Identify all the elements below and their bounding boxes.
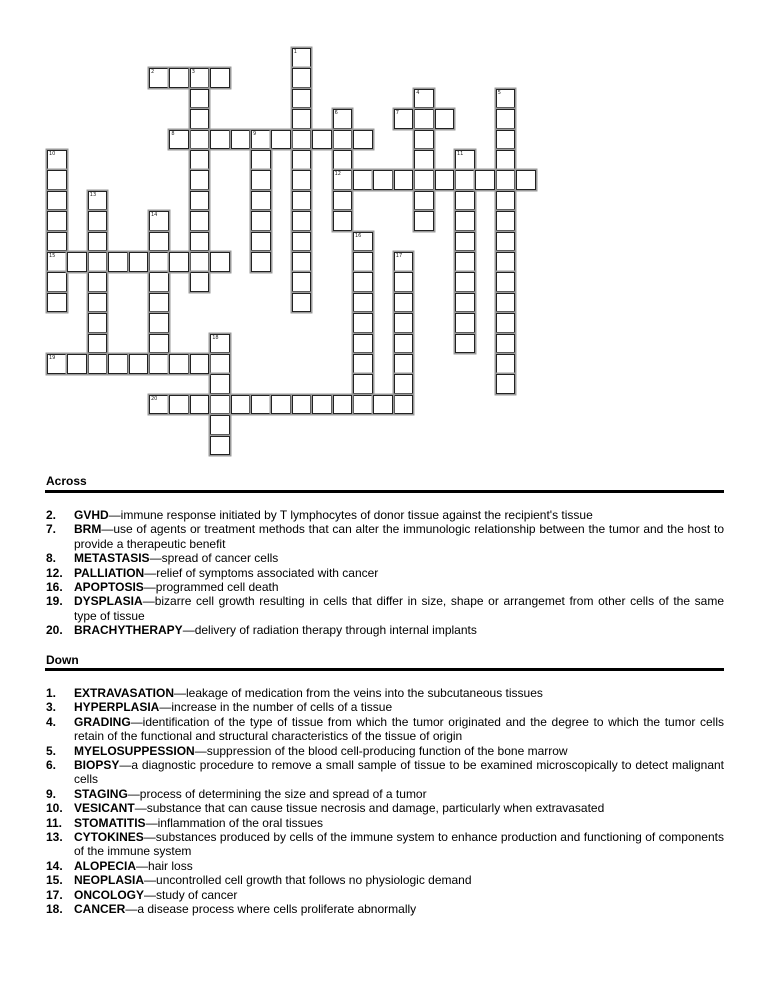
- grid-cell: [496, 109, 516, 129]
- grid-cell: [292, 252, 312, 272]
- clue-answer: METASTASIS: [74, 551, 150, 566]
- clue-definition: bizarre cell growth resulting in cells that differ in size, shape or arrangemet from other cells of the same type of tissue: [74, 594, 724, 623]
- grid-cell: [149, 293, 169, 313]
- grid-cell: [251, 232, 271, 252]
- grid-cell: [149, 68, 169, 88]
- grid-cell: [149, 211, 169, 231]
- grid-cell: [455, 191, 475, 211]
- across-clues: [46, 508, 724, 638]
- grid-cell: [353, 354, 373, 374]
- clue-item: 5. MYELOSUPPESSION—suppression of the blood cell-producing function of the bone marrow: [46, 743, 568, 758]
- grid-cell: [251, 170, 271, 190]
- grid-cell: [149, 313, 169, 333]
- grid-cell: [190, 89, 210, 109]
- grid-cell: [516, 170, 536, 190]
- grid-cell: [414, 109, 434, 129]
- grid-cell: [414, 170, 434, 190]
- grid-cell: [271, 130, 291, 150]
- cell-number: 11: [457, 151, 464, 157]
- clue-answer: ONCOLOGY: [74, 887, 145, 902]
- grid-cell: [292, 395, 312, 415]
- grid-cell: [353, 293, 373, 313]
- grid-cell: [149, 395, 169, 415]
- grid-cell: [231, 395, 251, 415]
- grid-cell: [108, 354, 128, 374]
- grid-cell: [190, 191, 210, 211]
- clue-item: 9. STAGING—process of determining the size and spread of a tumor: [46, 786, 427, 801]
- clue-answer: EXTRAVASATION: [74, 686, 175, 700]
- clue-item: 13. CYTOKINES—substances produced by cells of the immune system to enhance production and functioning of components of the immune system: [46, 830, 724, 859]
- clue-item: 17. ONCOLOGY—study of cancer: [46, 887, 238, 902]
- grid-cell: [149, 354, 169, 374]
- grid-cell: [88, 232, 108, 252]
- grid-cell: [455, 272, 475, 292]
- grid-cell: [231, 130, 251, 150]
- grid-cell: [88, 272, 108, 292]
- grid-cell: [333, 109, 353, 129]
- grid-cell: [496, 334, 516, 354]
- clue-item: 4. GRADING—identification of the type of tissue from which the tumor originated and the degree to which the tumor cells retain of the functional and structural characteristics of the tissue of origin: [46, 714, 724, 744]
- clue-definition: increase in the number of cells of a tissue: [171, 700, 393, 715]
- cell-number: 14: [151, 212, 158, 219]
- grid-cell: [496, 89, 516, 109]
- clue-definition: substances produced by cells of the immune system to enhance production and functioning of components of the immune system: [74, 830, 724, 859]
- grid-cell: [496, 272, 516, 292]
- grid-cell: [210, 395, 230, 415]
- clue-number: 10.: [46, 801, 63, 816]
- clue-definition: hair loss: [148, 858, 193, 873]
- grid-cell: [455, 170, 475, 190]
- cell-number: 2: [151, 69, 155, 76]
- grid-cell: [353, 170, 373, 190]
- grid-cell: [190, 109, 210, 129]
- grid-cell: [251, 211, 271, 231]
- grid-cell: [190, 395, 210, 415]
- clue-item: 1. EXTRAVASATION—leakage of medication from the veins into the subcutaneous tissues: [46, 686, 543, 700]
- grid-cell: [67, 354, 87, 374]
- grid-cell: [394, 374, 414, 394]
- down-heading: Down: [46, 653, 79, 667]
- grid-cell: [129, 252, 149, 272]
- grid-cell: [169, 252, 189, 272]
- grid-cell: [88, 334, 108, 354]
- clue-number: 19.: [46, 594, 63, 609]
- grid-cell: [47, 293, 67, 313]
- grid-cell: [312, 130, 332, 150]
- clue-definition: spread of cancer cells: [161, 551, 279, 566]
- grid-cell: [333, 170, 353, 190]
- cell-number: 10: [49, 151, 56, 157]
- grid-cell: [251, 252, 271, 272]
- grid-cell: [394, 334, 414, 354]
- clue-number: 20.: [46, 623, 63, 638]
- grid-cell: [47, 354, 67, 374]
- clue-answer: VESICANT: [74, 801, 135, 816]
- clue-item: 8. METASTASIS—spread of cancer cells: [46, 551, 279, 566]
- clue-definition: process of determining the size and spread of a tumor: [139, 786, 427, 801]
- grid-cell: [455, 211, 475, 231]
- clue-answer: BRM: [74, 522, 102, 537]
- grid-cell: [190, 354, 210, 374]
- clue-definition: substance that can cause tissue necrosis and damage, particularly when extravasated: [146, 801, 605, 816]
- clue-item: 18. CANCER—a disease process where cells proliferate abnormally: [46, 902, 417, 917]
- cell-number: 12: [334, 171, 341, 178]
- grid-cell: [496, 232, 516, 252]
- clue-number: 5.: [46, 743, 57, 758]
- grid-cell: [333, 191, 353, 211]
- clue-definition: inflammation of the oral tissues: [157, 815, 323, 830]
- grid-cell: [435, 109, 455, 129]
- grid-cell: [210, 415, 230, 435]
- clue-number: 8.: [46, 551, 57, 566]
- clue-answer: BRACHYTHERAPY: [74, 623, 183, 638]
- across-divider: [45, 490, 724, 493]
- grid-cell: [435, 170, 455, 190]
- clue-definition: use of agents or treatment methods that can alter the immunologic relationship between the tumor and the host to provide a therapeutic benefit: [74, 522, 724, 551]
- grid-cell: [88, 191, 108, 211]
- grid-cell: [333, 150, 353, 170]
- clue-item: 11. STOMATITIS—inflammation of the oral tissues: [46, 815, 323, 830]
- grid-cell: [353, 395, 373, 415]
- grid-cell: [169, 395, 189, 415]
- grid-cell: [190, 170, 210, 190]
- grid-cell: [455, 334, 475, 354]
- clue-answer: GVHD: [74, 508, 109, 522]
- clue-definition: uncontrolled cell growth that follows no physiologic demand: [156, 873, 472, 888]
- grid-cell: [394, 109, 414, 129]
- grid-cell: [353, 272, 373, 292]
- cell-number: 16: [355, 232, 362, 239]
- grid-cell: [496, 211, 516, 231]
- cell-number: 5: [497, 89, 501, 96]
- grid-cell: [373, 395, 393, 415]
- cell-number: 19: [49, 355, 56, 361]
- grid-cell: [353, 334, 373, 354]
- grid-cell: [190, 150, 210, 170]
- clue-answer: DYSPLASIA: [74, 594, 143, 609]
- clue-number: 1.: [46, 686, 57, 700]
- clue-answer: ALOPECIA: [74, 858, 137, 873]
- clue-answer: PALLIATION: [74, 565, 145, 580]
- clue-answer: NEOPLASIA: [74, 873, 145, 888]
- grid-cell: [496, 374, 516, 394]
- grid-cell: [210, 354, 230, 374]
- grid-cell: [210, 252, 230, 272]
- across-heading: Across: [46, 474, 87, 488]
- grid-cell: [333, 211, 353, 231]
- clue-definition: a diagnostic procedure to remove a small sample of tissue to be examined microscopically to detect malignant cells: [74, 758, 724, 787]
- grid-cell: [190, 252, 210, 272]
- grid-cell: [47, 232, 67, 252]
- grid-cell: [292, 89, 312, 109]
- grid-cell: [496, 130, 516, 150]
- grid-cell: [292, 109, 312, 129]
- clue-item: 2. GVHD—immune response initiated by T lymphocytes of donor tissue against the recipient's tissue: [46, 508, 593, 522]
- grid-cell: [496, 170, 516, 190]
- grid-cell: [47, 252, 67, 272]
- clue-item: 7. BRM—use of agents or treatment methods that can alter the immunologic relationship between the tumor and the host to provide a therapeutic benefit: [46, 522, 724, 551]
- grid-cell: [496, 191, 516, 211]
- grid-cell: [353, 252, 373, 272]
- clue-answer: STOMATITIS: [74, 815, 146, 830]
- cell-number: 4: [416, 89, 420, 96]
- grid-cell: [88, 211, 108, 231]
- grid-cell: [455, 313, 475, 333]
- cell-number: 1: [293, 49, 297, 55]
- clue-number: 11.: [46, 815, 63, 830]
- clue-answer: CYTOKINES: [74, 830, 144, 845]
- grid-cell: [149, 232, 169, 252]
- grid-cell: [169, 354, 189, 374]
- cell-number: 7: [395, 110, 399, 117]
- grid-cell: [292, 170, 312, 190]
- grid-cell: [333, 130, 353, 150]
- clue-number: 6.: [46, 758, 57, 773]
- clue-number: 17.: [46, 887, 63, 902]
- grid-cell: [496, 313, 516, 333]
- clue-item: 12. PALLIATION—relief of symptoms associated with cancer: [46, 565, 379, 580]
- grid-cell: [394, 313, 414, 333]
- grid-cell: [190, 232, 210, 252]
- grid-cell: [47, 211, 67, 231]
- grid-cell: [414, 191, 434, 211]
- grid-cell: [455, 232, 475, 252]
- grid-cell: [394, 395, 414, 415]
- clue-definition: identification of the type of tissue from which the tumor originated and the degree to which the tumor cells retain of the functional and structural characteristics of the tissue of origin: [74, 714, 724, 744]
- grid-cell: [414, 89, 434, 109]
- clue-number: 12.: [46, 565, 63, 580]
- clue-answer: CANCER: [74, 902, 126, 917]
- grid-cell: [455, 293, 475, 313]
- grid-cell: [210, 130, 230, 150]
- grid-cell: [47, 150, 67, 170]
- clue-number: 13.: [46, 830, 63, 845]
- grid-cell: [190, 211, 210, 231]
- grid-cell: [149, 252, 169, 272]
- grid-cell: [292, 191, 312, 211]
- clue-item: 10. VESICANT—substance that can cause tissue necrosis and damage, particularly when extravasated: [46, 801, 605, 816]
- grid-cell: [251, 191, 271, 211]
- grid-cell: [394, 252, 414, 272]
- grid-cell: [455, 150, 475, 170]
- cell-number: 18: [212, 334, 219, 341]
- grid-cell: [353, 232, 373, 252]
- grid-cell: [88, 354, 108, 374]
- grid-cell: [414, 211, 434, 231]
- grid-cell: [47, 272, 67, 292]
- cell-number: 20: [151, 395, 158, 402]
- clue-number: 9.: [46, 786, 57, 801]
- grid-cell: [47, 170, 67, 190]
- clue-item: 3. HYPERPLASIA—increase in the number of cells of a tissue: [46, 700, 393, 715]
- clue-number: 2.: [46, 508, 57, 522]
- grid-cell: [129, 354, 149, 374]
- clue-item: 19. DYSPLASIA—bizarre cell growth resulting in cells that differ in size, shape or arrangemet from other cells of the same type of tissue: [46, 594, 724, 623]
- grid-cell: [251, 395, 271, 415]
- grid-cell: [88, 313, 108, 333]
- clue-definition: programmed cell death: [155, 580, 279, 595]
- clue-item: 6. BIOPSY—a diagnostic procedure to remove a small sample of tissue to be examined microscopically to detect malignant cells: [46, 758, 724, 787]
- grid-cell: [496, 354, 516, 374]
- grid-cell: [210, 436, 230, 456]
- grid-cell: [210, 334, 230, 354]
- grid-cell: [251, 150, 271, 170]
- grid-cell: [394, 272, 414, 292]
- clue-item: 14. ALOPECIA—hair loss: [46, 858, 193, 873]
- grid-cell: [190, 130, 210, 150]
- clue-definition: delivery of radiation therapy through internal implants: [194, 623, 477, 638]
- grid-cell: [190, 68, 210, 88]
- clue-answer: MYELOSUPPESSION: [74, 743, 195, 758]
- cell-number: 17: [395, 253, 403, 259]
- grid-cell: [496, 150, 516, 170]
- cell-number: 13: [89, 191, 97, 198]
- grid-cell: [394, 293, 414, 313]
- cell-number: 9: [253, 130, 257, 137]
- cell-number: 6: [334, 110, 338, 117]
- grid-cell: [210, 68, 230, 88]
- grid-cell: [292, 232, 312, 252]
- grid-cell: [47, 191, 67, 211]
- grid-cell: [353, 130, 373, 150]
- cell-number: 8: [171, 130, 175, 137]
- grid-cell: [149, 272, 169, 292]
- grid-cell: [108, 252, 128, 272]
- clue-number: 15.: [46, 873, 63, 888]
- grid-cell: [292, 150, 312, 170]
- grid-cell: [292, 130, 312, 150]
- grid-cell: [210, 374, 230, 394]
- clue-answer: STAGING: [74, 786, 128, 801]
- cell-number: 15: [49, 253, 56, 259]
- down-clues: [46, 686, 724, 917]
- clue-answer: HYPERPLASIA: [74, 700, 160, 715]
- clue-definition: leakage of medication from the veins into the subcutaneous tissues: [186, 686, 543, 700]
- crossword-grid: [0, 0, 768, 470]
- grid-cell: [455, 252, 475, 272]
- grid-cell: [496, 293, 516, 313]
- grid-cell: [414, 150, 434, 170]
- grid-cell: [149, 334, 169, 354]
- clue-definition: immune response initiated by T lymphocytes of donor tissue against the recipient's tissue: [120, 508, 593, 522]
- clue-definition: a disease process where cells proliferate abnormally: [137, 902, 417, 917]
- clue-answer: APOPTOSIS: [74, 580, 144, 595]
- clue-definition: suppression of the blood cell-producing function of the bone marrow: [206, 743, 568, 758]
- grid-cell: [292, 48, 312, 68]
- grid-cell: [353, 374, 373, 394]
- grid-cell: [67, 252, 87, 272]
- clue-definition: relief of symptoms associated with cancer: [156, 565, 379, 580]
- clue-answer: GRADING: [74, 714, 131, 729]
- grid-cell: [353, 313, 373, 333]
- clue-number: 7.: [46, 522, 57, 537]
- grid-cell: [475, 170, 495, 190]
- grid-cell: [169, 68, 189, 88]
- grid-cell: [292, 68, 312, 88]
- clue-item: 16. APOPTOSIS—programmed cell death: [46, 580, 279, 595]
- grid-cell: [394, 170, 414, 190]
- grid-cell: [271, 395, 291, 415]
- clue-number: 14.: [46, 858, 63, 873]
- grid-cell: [394, 354, 414, 374]
- down-divider: [45, 668, 724, 671]
- grid-cell: [88, 252, 108, 272]
- grid-cell: [190, 272, 210, 292]
- grid-cell: [496, 252, 516, 272]
- grid-cell: [333, 395, 353, 415]
- grid-cell: [88, 293, 108, 313]
- cell-number: 3: [191, 69, 195, 76]
- clue-item: 15. NEOPLASIA—uncontrolled cell growth that follows no physiologic demand: [46, 873, 472, 888]
- grid-cell: [169, 130, 189, 150]
- clue-number: 3.: [46, 700, 57, 715]
- clue-answer: BIOPSY: [74, 758, 120, 773]
- clue-definition: study of cancer: [156, 887, 238, 902]
- grid-cell: [414, 130, 434, 150]
- clue-item: 20. BRACHYTHERAPY—delivery of radiation therapy through internal implants: [46, 623, 477, 638]
- grid-cell: [292, 272, 312, 292]
- clue-number: 18.: [46, 902, 63, 917]
- grid-cell: [251, 130, 271, 150]
- grid-cell: [292, 293, 312, 313]
- grid-cell: [373, 170, 393, 190]
- grid-cell: [312, 395, 332, 415]
- clue-number: 4.: [46, 714, 57, 729]
- grid-cell: [292, 211, 312, 231]
- clue-number: 16.: [46, 580, 63, 595]
